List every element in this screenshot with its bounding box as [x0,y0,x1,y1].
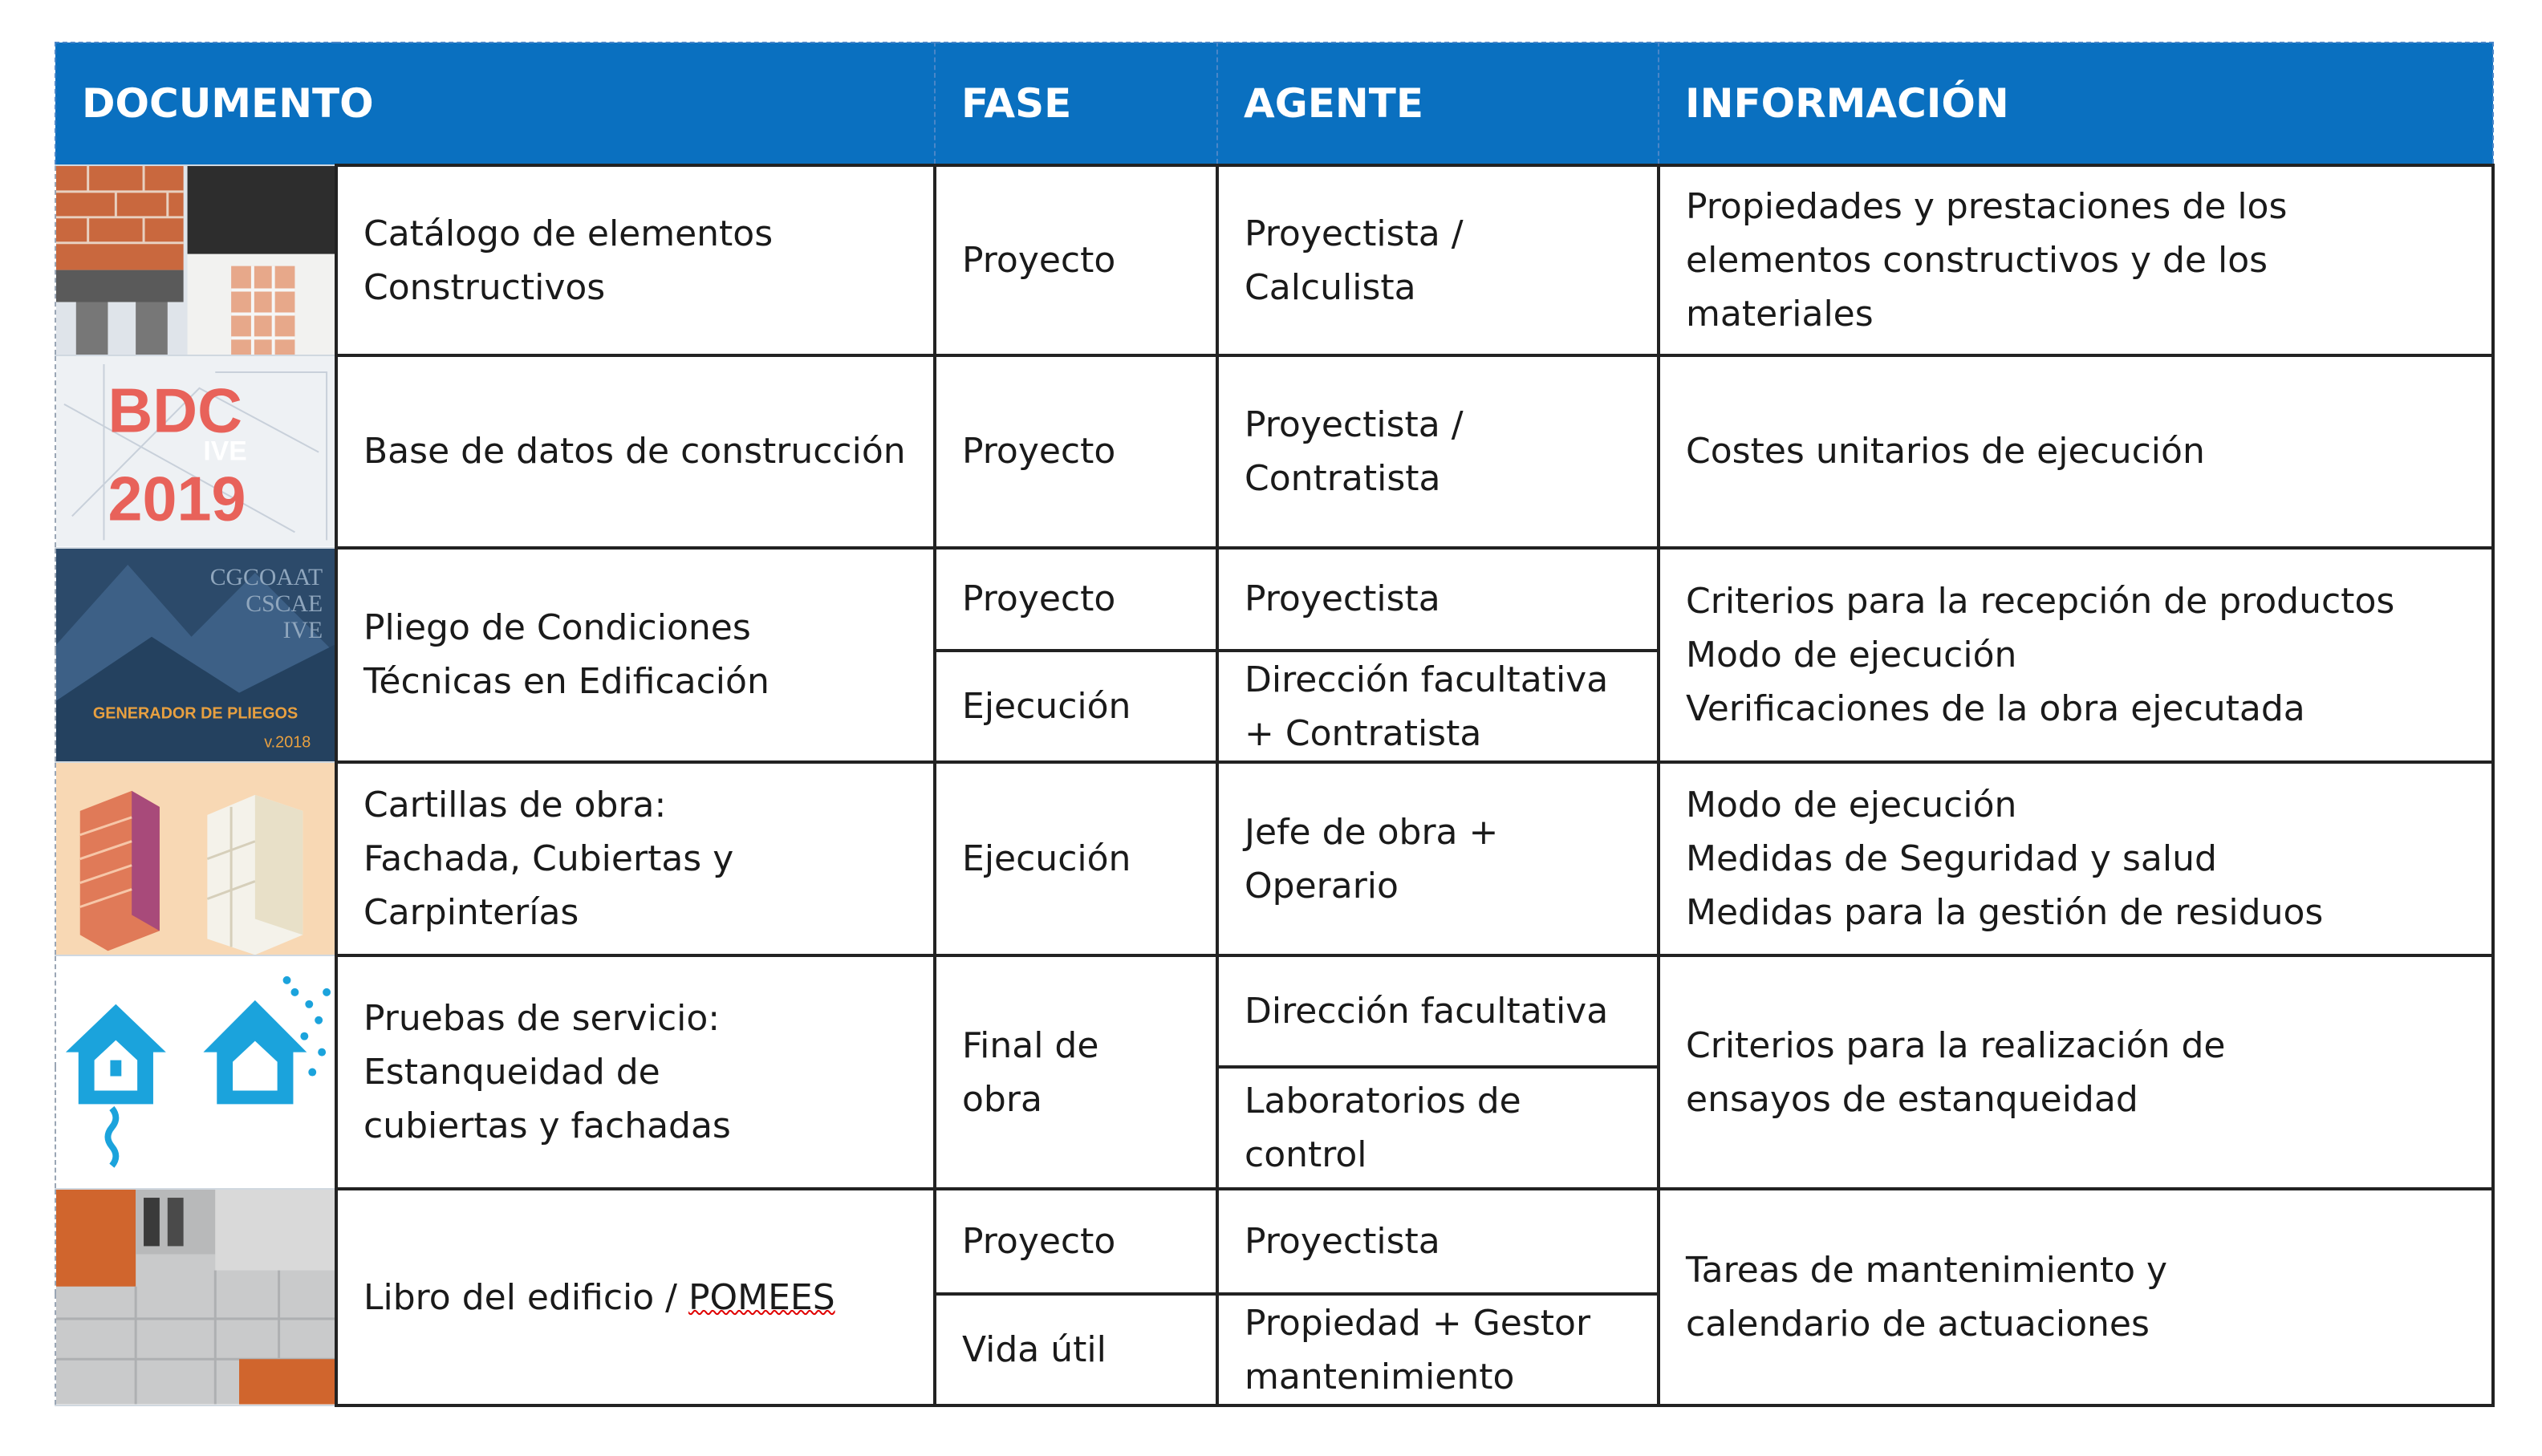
row-thumbnail-cell [55,548,336,762]
table-row [55,762,2493,955]
building-facade-image [56,1190,335,1405]
documento-cell: Catálogo de elementos Constructivos [336,165,935,355]
svg-text:IVE: IVE [282,616,323,643]
svg-text:v.2018: v.2018 [264,733,311,752]
agente-cell: Proyectista / Contratista [1217,355,1659,547]
pliegos-generator-image [56,549,335,761]
documento-cell: Libro del edificio / POMEES [336,1189,935,1405]
header-row [55,43,2493,165]
pomees-term: POMEES [688,1276,835,1318]
fase-cell: Proyecto [935,1189,1217,1294]
informacion-cell: Propiedades y prestaciones de los elementos constructivos y de los materiales [1659,165,2493,355]
row-thumbnail-cell [55,355,336,547]
svg-text:CSCAE: CSCAE [246,590,323,617]
fase-cell: Vida útil [935,1294,1217,1405]
agente-cell: Proyectista [1217,548,1659,651]
fase-cell: Proyecto [935,165,1217,355]
informacion-cell: Tareas de mantenimiento y calendario de actuaciones [1659,1189,2493,1405]
agente-cell: Dirección facultativa [1217,955,1659,1066]
documento-cell: Pliego de Condiciones Técnicas en Edificación [336,548,935,762]
construction-elements-image [56,166,335,355]
svg-text:GENERADOR DE PLIEGOS: GENERADOR DE PLIEGOS [92,704,298,723]
informacion-cell: Criterios para la recepción de productos Modo de ejecución Verificaciones de la obra ejecutada [1659,548,2493,762]
construction-cards-image [56,763,335,955]
table-row [55,355,2493,547]
agente-cell: Proyectista [1217,1189,1659,1294]
svg-text:2019: 2019 [108,464,246,534]
agente-cell: Laboratorios de control [1217,1067,1659,1190]
bdc-2019-logo-image [56,356,335,546]
documento-cell: Cartillas de obra: Fachada, Cubiertas y Carpinterías [336,762,935,955]
table-row [55,955,2493,1066]
fase-cell: Ejecución [935,762,1217,955]
agente-cell: Proyectista / Calculista [1217,165,1659,355]
row-thumbnail-cell [55,165,336,355]
agente-cell: Propiedad + Gestor mantenimiento [1217,1294,1659,1405]
informacion-cell: Modo de ejecución Medidas de Seguridad y salud Medidas para la gestión de residuos [1659,762,2493,955]
table-row [55,548,2493,651]
informacion-cell: Criterios para la realización de ensayos de estanqueidad [1659,955,2493,1189]
svg-text:BDC: BDC [108,376,242,447]
documents-table [55,42,2495,1407]
row-thumbnail-cell [55,955,336,1189]
svg-text:IVE: IVE [203,436,247,467]
header-agente: AGENTE [1217,43,1659,165]
row-thumbnail-cell [55,1189,336,1405]
documento-cell: Pruebas de servicio: Estanqueidad de cubiertas y fachadas [336,955,935,1189]
fase-cell: Proyecto [935,548,1217,651]
documento-cell: Base de datos de construcción [336,355,935,547]
header-fase: FASE [935,43,1217,165]
fase-cell: Ejecución [935,651,1217,762]
agente-cell: Jefe de obra + Operario [1217,762,1659,955]
informacion-cell: Costes unitarios de ejecución [1659,355,2493,547]
fase-cell: Final de obra [935,955,1217,1189]
header-informacion: INFORMACIÓN [1659,43,2493,165]
header-documento: DOCUMENTO [55,43,935,165]
fase-cell: Proyecto [935,355,1217,547]
table-row [55,165,2493,355]
agente-cell: Dirección facultativa + Contratista [1217,651,1659,762]
watertightness-test-icons [56,956,335,1188]
svg-text:CGCOAAT: CGCOAAT [209,563,323,590]
row-thumbnail-cell [55,762,336,955]
table-row [55,1189,2493,1294]
